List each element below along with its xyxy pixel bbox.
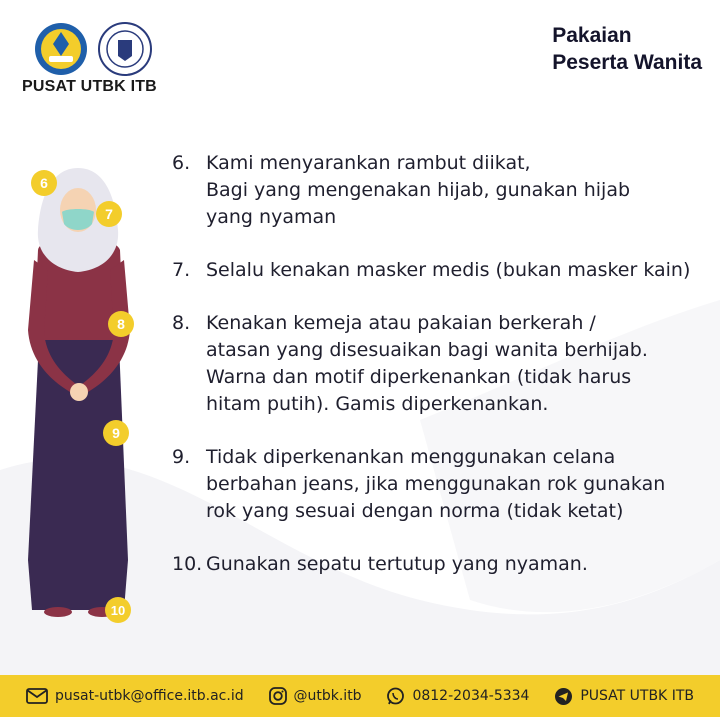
svg-text:10: 10 xyxy=(110,603,126,618)
instagram-icon xyxy=(269,687,287,705)
rule-item-6 xyxy=(172,150,702,231)
telegram-icon xyxy=(554,687,573,706)
rule-item-9 xyxy=(172,444,702,525)
rule-text: Tidak diperkenankan menggunakan celana berbahan jeans, jika menggunakan rok gunakan rok yang sesuai dengan norma (tidak ketat) xyxy=(206,446,666,522)
rule-number: 9. xyxy=(172,446,191,468)
whatsapp-text: 0812-2034-5334 xyxy=(412,688,530,704)
rule-item-10 xyxy=(172,551,702,578)
rule-number: 6. xyxy=(172,152,191,174)
rule-number: 8. xyxy=(172,312,191,334)
svg-text:6: 6 xyxy=(40,175,48,191)
marker-10 xyxy=(105,597,131,623)
rules-list xyxy=(172,150,702,604)
woman-illustration xyxy=(20,160,150,630)
rule-item-8 xyxy=(172,310,702,418)
title-line-2: Peserta Wanita xyxy=(552,51,702,74)
telegram-text: PUSAT UTBK ITB xyxy=(580,688,694,704)
svg-text:9: 9 xyxy=(112,425,120,441)
rule-text: Gunakan sepatu tertutup yang nyaman. xyxy=(206,553,588,575)
rule-text: Kami menyarankan rambut diikat, Bagi yang mengenakan hijab, gunakan hijab yang nyaman xyxy=(206,152,631,228)
title-line-1: Pakaian xyxy=(552,24,632,47)
logo-group xyxy=(22,18,172,98)
svg-text:8: 8 xyxy=(117,316,125,332)
page-title xyxy=(552,22,702,76)
rule-number: 10. xyxy=(172,553,203,575)
whatsapp-icon xyxy=(386,687,405,706)
marker-8 xyxy=(108,311,134,337)
instagram-text: @utbk.itb xyxy=(293,688,362,704)
marker-6 xyxy=(31,170,57,196)
svg-text:7: 7 xyxy=(105,206,113,222)
rule-number: 7. xyxy=(172,259,191,281)
org-name: PUSAT UTBK ITB xyxy=(22,78,157,95)
rule-item-7 xyxy=(172,257,702,284)
rule-text: Selalu kenakan masker medis (bukan masker kain) xyxy=(206,259,691,281)
contact-telegram[interactable] xyxy=(554,687,694,706)
footer-contact-bar xyxy=(0,675,720,717)
kemdikbud-logo xyxy=(34,22,88,76)
contact-whatsapp[interactable] xyxy=(386,687,529,706)
marker-9 xyxy=(103,420,129,446)
mail-icon xyxy=(26,688,48,704)
marker-7 xyxy=(96,201,122,227)
rule-text: Kenakan kemeja atau pakaian berkerah / atasan yang disesuaikan bagi wanita berhijab. Warna dan motif diperkenankan (tidak harus hitam putih). Gamis diperkenankan. xyxy=(206,312,648,415)
contact-instagram[interactable] xyxy=(269,687,362,705)
itb-logo xyxy=(98,22,152,76)
email-text: pusat-utbk@office.itb.ac.id xyxy=(55,688,244,704)
contact-email[interactable] xyxy=(26,688,244,704)
